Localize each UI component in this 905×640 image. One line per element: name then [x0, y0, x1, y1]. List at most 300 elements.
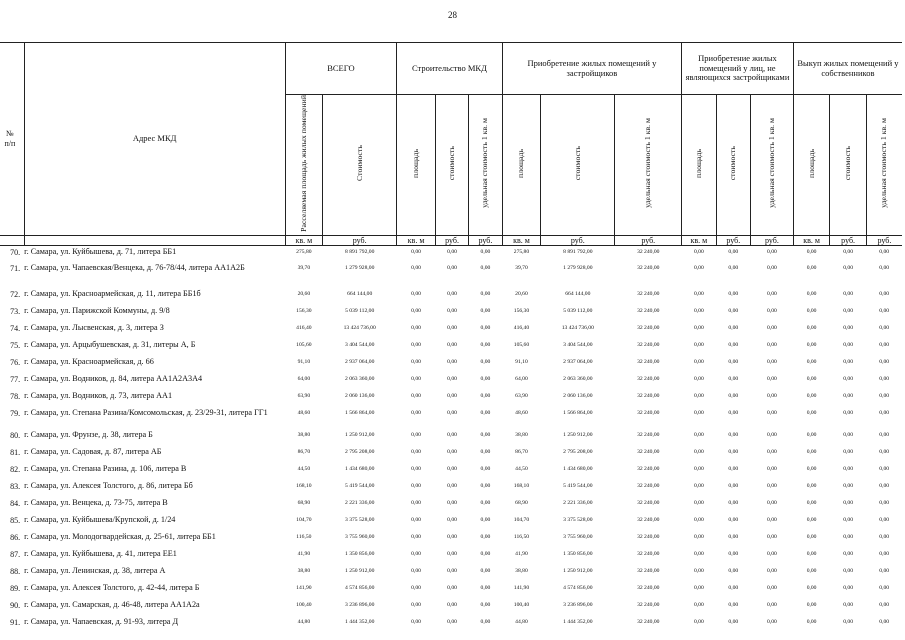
row-l-cost: 0,00 [728, 602, 739, 609]
unit-developer-cost: руб. [541, 235, 615, 245]
row-l-cost: 0,00 [728, 325, 739, 332]
row-z-area: 105,60 [513, 342, 530, 349]
row-v-cost: 0,00 [843, 325, 853, 332]
row-l-unit-cost: 0,00 [767, 393, 777, 400]
row-v-unit-cost: 0,00 [879, 410, 890, 417]
row-s-unit-cost: 0,00 [480, 619, 491, 626]
row-l-unit-cost: 0,00 [767, 449, 777, 456]
table-row [0, 599, 902, 616]
row-z-cost: 2 221 336,00 [563, 500, 593, 507]
row-number: 70. [10, 247, 21, 257]
row-l-area: 0,00 [693, 248, 704, 255]
row-v-area: 0,00 [806, 585, 817, 592]
row-address: г. Самара, ул. Степана Разина, д. 106, литера В [24, 464, 187, 474]
row-total-area: 39,70 [297, 265, 311, 272]
row-number: 84. [10, 499, 21, 509]
row-z-unit-cost: 32 240,00 [637, 325, 660, 332]
unit-construction-area: кв. м [397, 235, 436, 245]
row-v-area: 0,00 [806, 291, 817, 298]
row-total-cost: 3 404 544,00 [345, 342, 375, 349]
table-row [0, 480, 902, 497]
header-construction-area: площадь [397, 95, 436, 236]
row-s-cost: 0,00 [447, 291, 457, 298]
row-z-cost: 3 236 896,00 [563, 602, 593, 609]
row-l-cost: 0,00 [728, 265, 739, 272]
row-s-unit-cost: 0,00 [480, 342, 491, 349]
row-z-area: 41,90 [515, 551, 528, 558]
row-l-cost: 0,00 [728, 568, 739, 575]
row-v-unit-cost: 0,00 [879, 325, 890, 332]
row-s-area: 0,00 [411, 410, 421, 417]
row-l-area: 0,00 [693, 432, 704, 439]
row-l-area: 0,00 [693, 500, 704, 507]
row-address: г. Самара, ул. Водников, д. 73, литера АА1 [24, 391, 173, 401]
row-v-area: 0,00 [806, 432, 817, 439]
table-row [0, 407, 902, 429]
row-v-area: 0,00 [806, 534, 817, 541]
row-l-unit-cost: 0,00 [767, 376, 777, 383]
row-number: 80. [10, 431, 21, 441]
row-v-cost: 0,00 [843, 449, 853, 456]
row-z-unit-cost: 32 240,00 [637, 308, 660, 315]
row-z-area: 38,80 [515, 432, 528, 439]
row-address: г. Самара, ул. Куйбышева, д. 71, литера ББ1 [24, 246, 177, 256]
row-total-area: 104,70 [296, 517, 312, 524]
row-number: 91. [10, 618, 21, 628]
row-v-cost: 0,00 [843, 483, 853, 490]
row-address: г. Самара, ул. Степана Разина/Комсомольская, д. 23/29-31, литера ГГ1 [24, 408, 268, 418]
row-v-cost: 0,00 [843, 342, 853, 349]
row-v-area: 0,00 [806, 551, 817, 558]
row-l-cost: 0,00 [728, 500, 739, 507]
row-v-cost: 0,00 [843, 585, 853, 592]
unit-nondeveloper-cost: руб. [716, 235, 750, 245]
row-z-unit-cost: 32 240,00 [637, 483, 660, 490]
row-l-cost: 0,00 [728, 376, 739, 383]
row-s-cost: 0,00 [447, 568, 457, 575]
row-s-unit-cost: 0,00 [480, 265, 491, 272]
row-s-unit-cost: 0,00 [480, 291, 491, 298]
row-l-area: 0,00 [693, 602, 704, 609]
row-s-cost: 0,00 [447, 432, 457, 439]
row-z-cost: 1 566 864,00 [563, 410, 593, 417]
row-total-area: 100,40 [296, 602, 312, 609]
row-v-cost: 0,00 [843, 248, 853, 255]
row-address: г. Самара, ул. Лысвенская, д. 3, литера З [24, 323, 164, 333]
header-buyout-area: площадь [793, 95, 830, 236]
table-row [0, 446, 902, 463]
header-construction: Строительство МКД [397, 43, 502, 95]
row-address: г. Самара, ул. Куйбышева, д. 41, литера ЕЕ1 [24, 549, 177, 559]
row-z-area: 20,60 [515, 291, 528, 298]
row-total-area: 44,50 [297, 466, 311, 473]
row-s-cost: 0,00 [447, 551, 457, 558]
row-z-area: 48,60 [515, 410, 528, 417]
row-s-area: 0,00 [411, 483, 421, 490]
row-address: г. Самара, ул. Венцека, д. 73-75, литера В [24, 498, 168, 508]
row-number: 81. [10, 448, 21, 458]
row-address: г. Самара, ул. Алексея Толстого, д. 86, литера Бб [24, 481, 193, 491]
header-nondeveloper-area: площадь [682, 95, 716, 236]
table-row [0, 531, 902, 548]
row-s-cost: 0,00 [447, 342, 457, 349]
header-nondeveloper-cost: стоимость [716, 95, 750, 236]
row-v-area: 0,00 [806, 308, 817, 315]
row-l-unit-cost: 0,00 [767, 466, 777, 473]
row-number: 83. [10, 482, 21, 492]
row-v-cost: 0,00 [843, 466, 853, 473]
row-total-area: 416,40 [296, 325, 312, 332]
row-total-cost: 3 236 896,00 [345, 602, 375, 609]
row-z-cost: 1 250 912,00 [563, 432, 593, 439]
row-l-unit-cost: 0,00 [767, 500, 777, 507]
row-l-unit-cost: 0,00 [767, 325, 777, 332]
row-z-cost: 3 404 544,00 [563, 342, 593, 349]
row-l-area: 0,00 [693, 619, 704, 626]
row-z-area: 416,40 [513, 325, 530, 332]
row-z-cost: 8 891 792,00 [563, 248, 593, 255]
row-z-area: 68,90 [515, 500, 528, 507]
row-l-cost: 0,00 [728, 248, 739, 255]
row-z-cost: 2 063 360,00 [563, 376, 593, 383]
row-z-unit-cost: 32 240,00 [637, 551, 660, 558]
row-s-area: 0,00 [411, 619, 421, 626]
row-z-cost: 1 350 856,00 [563, 551, 593, 558]
row-l-cost: 0,00 [728, 449, 739, 456]
row-z-area: 38,80 [515, 568, 528, 575]
row-l-unit-cost: 0,00 [767, 308, 777, 315]
row-v-cost: 0,00 [843, 393, 853, 400]
row-v-unit-cost: 0,00 [879, 308, 890, 315]
row-s-area: 0,00 [411, 359, 421, 366]
row-number: 79. [10, 409, 21, 419]
table-row [0, 339, 902, 356]
header-developer-area: площадь [502, 95, 541, 236]
row-l-cost: 0,00 [728, 291, 739, 298]
row-v-unit-cost: 0,00 [879, 359, 890, 366]
header-nondeveloper-purchase: Приобретение жилых помещений у лиц, не являющихся застройщиками [682, 43, 794, 95]
row-l-unit-cost: 0,00 [767, 517, 777, 524]
row-l-area: 0,00 [693, 568, 704, 575]
header-nondeveloper-unit-cost: удельная стоимость 1 кв. м [751, 95, 794, 236]
row-v-unit-cost: 0,00 [879, 248, 890, 255]
unit-buyout-unit-cost: руб. [866, 235, 902, 245]
row-l-unit-cost: 0,00 [767, 248, 777, 255]
row-total-cost: 13 424 736,00 [343, 325, 376, 332]
row-number: 78. [10, 392, 21, 402]
row-total-area: 64,00 [297, 376, 311, 383]
header-total-cost: Стоимость [323, 95, 397, 236]
row-z-area: 39,70 [515, 265, 528, 272]
row-z-unit-cost: 32 240,00 [637, 291, 660, 298]
header-address: Адрес МКД [24, 43, 285, 236]
row-v-area: 0,00 [806, 517, 817, 524]
row-v-unit-cost: 0,00 [879, 534, 890, 541]
row-v-cost: 0,00 [843, 291, 853, 298]
row-z-unit-cost: 32 240,00 [637, 359, 660, 366]
row-total-area: 141,90 [296, 585, 312, 592]
row-address: г. Самара, ул. Алексея Толстого, д. 42-44, литера Б [24, 583, 200, 593]
row-s-area: 0,00 [411, 449, 421, 456]
row-address: г. Самара, ул. Водников, д. 84, литера АА1А2А3А4 [24, 374, 203, 384]
row-s-area: 0,00 [411, 517, 421, 524]
row-l-area: 0,00 [693, 585, 704, 592]
row-s-area: 0,00 [411, 325, 421, 332]
row-z-cost: 2 937 064,00 [563, 359, 593, 366]
table-row [0, 548, 902, 565]
row-address: г. Самара, ул. Чапаевская, д. 91-93, литера Д [24, 617, 179, 627]
row-total-area: 38,80 [297, 568, 311, 575]
row-z-unit-cost: 32 240,00 [637, 568, 660, 575]
row-l-cost: 0,00 [728, 517, 739, 524]
row-v-area: 0,00 [806, 466, 817, 473]
row-address: г. Самара, ул. Парижской Коммуны, д. 9/8 [24, 306, 170, 316]
row-s-unit-cost: 0,00 [480, 376, 491, 383]
row-total-cost: 2 060 136,00 [345, 393, 375, 400]
header-buyout-unit-cost: удельная стоимость 1 кв. м [866, 95, 902, 236]
row-s-area: 0,00 [411, 308, 421, 315]
row-z-cost: 1 434 680,00 [563, 466, 593, 473]
row-z-unit-cost: 32 240,00 [637, 342, 660, 349]
row-total-cost: 3 755 960,00 [345, 534, 375, 541]
header-buyout-cost: стоимость [830, 95, 867, 236]
header-developer-purchase: Приобретение жилых помещений у застройщиков [502, 43, 681, 95]
row-number: 82. [10, 465, 21, 475]
row-z-area: 91,10 [515, 359, 528, 366]
row-total-cost: 8 891 792,00 [345, 248, 375, 255]
row-v-area: 0,00 [806, 410, 817, 417]
row-z-area: 104,70 [513, 517, 530, 524]
row-s-cost: 0,00 [447, 534, 457, 541]
row-z-unit-cost: 32 240,00 [637, 449, 660, 456]
row-number: 87. [10, 550, 21, 560]
row-l-area: 0,00 [693, 534, 704, 541]
row-v-area: 0,00 [806, 342, 817, 349]
row-v-area: 0,00 [806, 449, 817, 456]
row-s-area: 0,00 [411, 291, 421, 298]
row-z-cost: 2 060 136,00 [563, 393, 593, 400]
row-total-cost: 5 419 544,00 [345, 483, 375, 490]
row-total-area: 44,80 [297, 619, 311, 626]
row-s-cost: 0,00 [447, 248, 457, 255]
row-s-unit-cost: 0,00 [480, 500, 491, 507]
row-s-unit-cost: 0,00 [480, 248, 491, 255]
row-v-unit-cost: 0,00 [879, 342, 890, 349]
row-v-cost: 0,00 [843, 432, 853, 439]
row-z-area: 141,90 [513, 585, 530, 592]
row-s-cost: 0,00 [447, 500, 457, 507]
row-v-unit-cost: 0,00 [879, 449, 890, 456]
row-z-area: 156,30 [513, 308, 530, 315]
row-s-area: 0,00 [411, 585, 421, 592]
row-l-area: 0,00 [693, 449, 704, 456]
row-z-area: 44,80 [515, 619, 528, 626]
row-s-unit-cost: 0,00 [480, 393, 491, 400]
row-s-area: 0,00 [411, 568, 421, 575]
row-address: г. Самара, ул. Чапаевская/Венцека, д. 76-78/44, литера АА1А2Б [24, 263, 245, 273]
row-z-cost: 1 279 928,00 [563, 265, 593, 272]
row-l-cost: 0,00 [728, 483, 739, 490]
row-s-cost: 0,00 [447, 483, 457, 490]
row-s-unit-cost: 0,00 [480, 359, 491, 366]
table-row [0, 514, 902, 531]
table-row [0, 565, 902, 582]
row-s-cost: 0,00 [447, 308, 457, 315]
row-l-area: 0,00 [693, 551, 704, 558]
row-v-cost: 0,00 [843, 568, 853, 575]
row-v-unit-cost: 0,00 [879, 393, 890, 400]
row-total-cost: 1 444 352,00 [345, 619, 375, 626]
row-z-unit-cost: 32 240,00 [637, 585, 660, 592]
row-s-area: 0,00 [411, 466, 421, 473]
row-z-cost: 1 444 352,00 [563, 619, 593, 626]
row-s-unit-cost: 0,00 [480, 308, 491, 315]
row-s-cost: 0,00 [447, 325, 457, 332]
row-l-area: 0,00 [693, 359, 704, 366]
row-l-cost: 0,00 [728, 466, 739, 473]
header-total-area: Расселяемая площадь жилых помещений [285, 95, 323, 236]
row-v-cost: 0,00 [843, 534, 853, 541]
row-total-area: 156,30 [296, 308, 312, 315]
row-number: 74. [10, 324, 21, 334]
row-z-cost: 4 574 856,00 [563, 585, 593, 592]
row-l-area: 0,00 [693, 517, 704, 524]
row-address: г. Самара, ул. Куйбышева/Крупской, д. 1/24 [24, 515, 176, 525]
row-l-unit-cost: 0,00 [767, 483, 777, 490]
row-total-cost: 3 375 528,00 [345, 517, 375, 524]
row-address: г. Самара, ул. Красноармейская, д. 11, литера ББ1б [24, 289, 201, 299]
header-construction-unit-cost: удельная стоимость 1 кв. м [469, 95, 502, 236]
row-total-area: 63,90 [297, 393, 311, 400]
table-row [0, 373, 902, 390]
row-v-cost: 0,00 [843, 551, 853, 558]
row-number: 88. [10, 567, 21, 577]
row-s-cost: 0,00 [447, 619, 457, 626]
row-l-unit-cost: 0,00 [767, 551, 777, 558]
row-s-cost: 0,00 [447, 466, 457, 473]
table-row [0, 497, 902, 514]
row-l-area: 0,00 [693, 325, 704, 332]
table-row [0, 322, 902, 339]
row-total-area: 105,60 [296, 342, 312, 349]
row-v-unit-cost: 0,00 [879, 483, 890, 490]
row-s-unit-cost: 0,00 [480, 551, 491, 558]
resettlement-table [0, 42, 902, 633]
row-l-unit-cost: 0,00 [767, 602, 777, 609]
unit-nondeveloper-unit-cost: руб. [751, 235, 794, 245]
table-row [0, 582, 902, 599]
row-v-unit-cost: 0,00 [879, 551, 890, 558]
row-v-area: 0,00 [806, 619, 817, 626]
table-row [0, 245, 902, 262]
row-l-unit-cost: 0,00 [767, 534, 777, 541]
unit-construction-unit-cost: руб. [469, 235, 502, 245]
row-v-cost: 0,00 [843, 376, 853, 383]
row-s-area: 0,00 [411, 500, 421, 507]
row-s-unit-cost: 0,00 [480, 602, 491, 609]
row-v-unit-cost: 0,00 [879, 517, 890, 524]
row-total-cost: 2 221 336,00 [345, 500, 375, 507]
row-l-cost: 0,00 [728, 534, 739, 541]
header-developer-cost: стоимость [541, 95, 615, 236]
row-v-area: 0,00 [806, 483, 817, 490]
row-l-cost: 0,00 [728, 410, 739, 417]
row-v-unit-cost: 0,00 [879, 585, 890, 592]
row-s-unit-cost: 0,00 [480, 568, 491, 575]
row-s-cost: 0,00 [447, 376, 457, 383]
row-total-cost: 1 279 928,00 [345, 265, 375, 272]
row-s-area: 0,00 [411, 551, 421, 558]
row-l-area: 0,00 [693, 265, 704, 272]
row-z-unit-cost: 32 240,00 [637, 466, 660, 473]
row-z-unit-cost: 32 240,00 [637, 432, 660, 439]
row-z-unit-cost: 32 240,00 [637, 534, 660, 541]
row-number: 73. [10, 307, 21, 317]
unit-buyout-cost: руб. [830, 235, 867, 245]
row-s-cost: 0,00 [447, 393, 457, 400]
row-l-area: 0,00 [693, 393, 704, 400]
unit-construction-cost: руб. [435, 235, 468, 245]
row-s-unit-cost: 0,00 [480, 449, 491, 456]
row-s-unit-cost: 0,00 [480, 585, 491, 592]
row-v-area: 0,00 [806, 359, 817, 366]
row-total-cost: 1 350 856,00 [345, 551, 375, 558]
row-v-cost: 0,00 [843, 619, 853, 626]
row-address: г. Самара, ул. Арцыбушевская, д. 31, литеры А, Б [24, 340, 196, 350]
table-row [0, 616, 902, 633]
row-l-unit-cost: 0,00 [767, 568, 777, 575]
row-l-cost: 0,00 [728, 342, 739, 349]
row-l-cost: 0,00 [728, 432, 739, 439]
row-l-cost: 0,00 [728, 619, 739, 626]
row-s-area: 0,00 [411, 248, 421, 255]
row-l-unit-cost: 0,00 [767, 342, 777, 349]
row-s-area: 0,00 [411, 534, 421, 541]
row-number: 86. [10, 533, 21, 543]
row-l-cost: 0,00 [728, 393, 739, 400]
unit-total-area: кв. м [285, 235, 323, 245]
row-number: 76. [10, 358, 21, 368]
row-address: г. Самара, ул. Ленинская, д. 38, литера А [24, 566, 166, 576]
row-l-unit-cost: 0,00 [767, 619, 777, 626]
row-s-cost: 0,00 [447, 359, 457, 366]
unit-buyout-area: кв. м [793, 235, 830, 245]
row-v-unit-cost: 0,00 [879, 602, 890, 609]
row-v-unit-cost: 0,00 [879, 291, 890, 298]
row-address: г. Самара, ул. Молодогвардейская, д. 25-61, литера ББ1 [24, 532, 216, 542]
row-v-unit-cost: 0,00 [879, 466, 890, 473]
row-v-cost: 0,00 [843, 265, 853, 272]
row-v-unit-cost: 0,00 [879, 376, 890, 383]
row-total-area: 38,80 [297, 432, 311, 439]
row-s-unit-cost: 0,00 [480, 534, 491, 541]
row-number: 75. [10, 341, 21, 351]
table-row [0, 262, 902, 288]
row-total-area: 68,90 [297, 500, 311, 507]
row-l-cost: 0,00 [728, 551, 739, 558]
row-z-unit-cost: 32 240,00 [637, 393, 660, 400]
row-l-area: 0,00 [693, 410, 704, 417]
row-v-area: 0,00 [806, 376, 817, 383]
row-l-area: 0,00 [693, 291, 704, 298]
row-v-area: 0,00 [806, 325, 817, 332]
row-z-unit-cost: 32 240,00 [637, 602, 660, 609]
units-spacer [0, 235, 24, 245]
row-address: г. Самара, ул. Самарская, д. 46-48, литера АА1А2а [24, 600, 200, 610]
header-num: № п/п [0, 43, 24, 236]
row-s-area: 0,00 [411, 432, 421, 439]
row-z-unit-cost: 32 240,00 [637, 376, 660, 383]
